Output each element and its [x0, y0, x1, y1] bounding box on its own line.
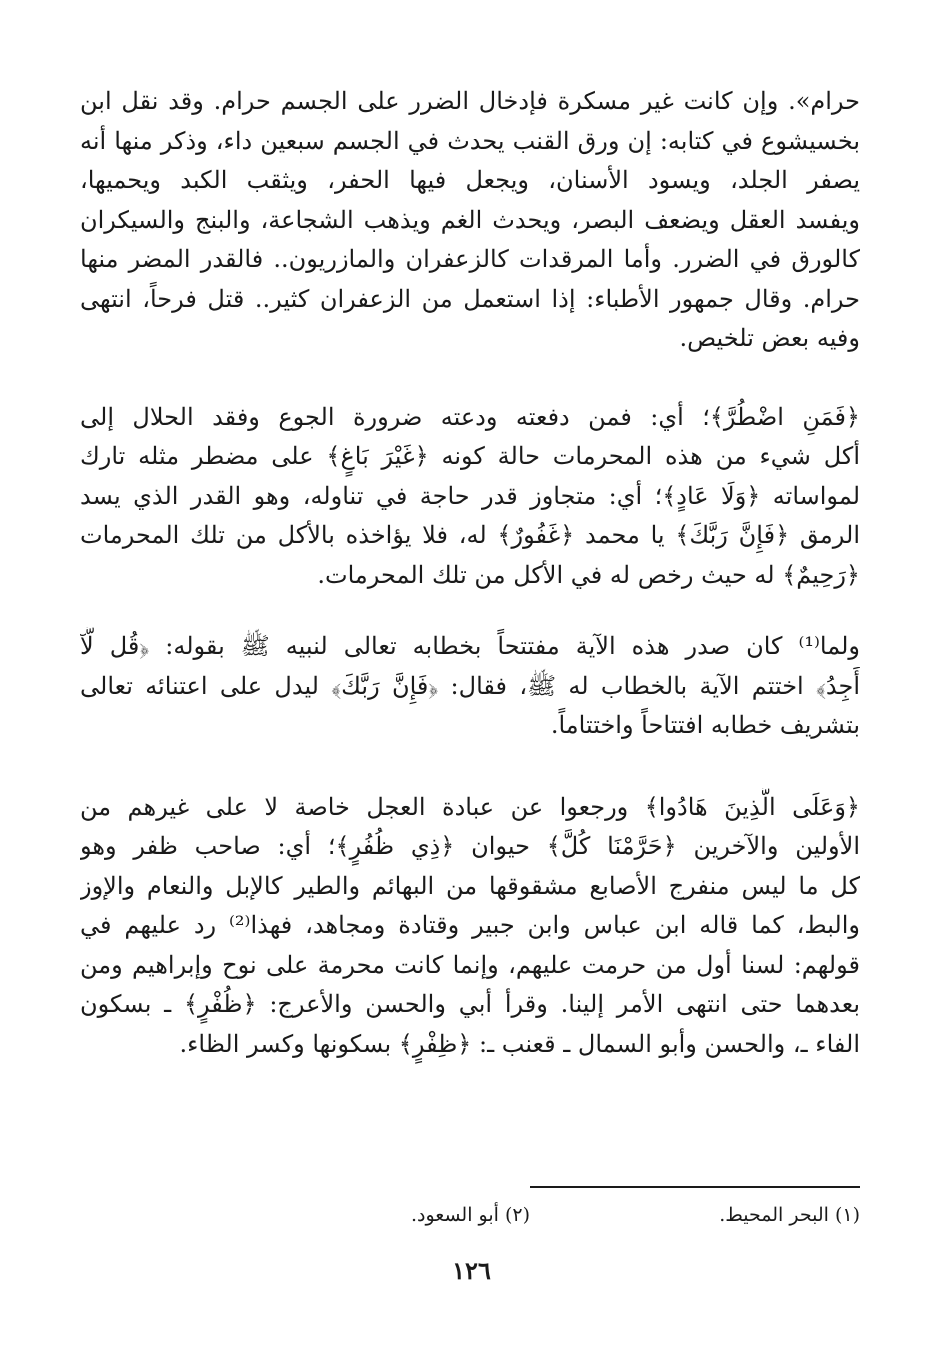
paragraph-1 — [80, 82, 860, 359]
text-line: الرمق ﴿فَإِنَّ رَبَّكَ﴾ يا محمد ﴿غَفُورٌ﴾ له، فلا يؤاخذه بالأكل من تلك المحرمات — [80, 521, 860, 549]
paragraph-4 — [80, 788, 860, 1065]
text-line: وفيه بعض تلخيص. — [679, 324, 860, 352]
text-line: ويفسد العقل ويضعف البصر، ويحدث الغم ويذهب الشجاعة، والبنج والسيكران — [80, 205, 860, 234]
page-number: ١٢٦ — [452, 1256, 491, 1285]
text-line: كل ما ليس منفرج الأصابع مشقوقها من البهائم والطير كالإبل والنعام والإوز — [80, 871, 860, 900]
text-line: ﴿رَحِيمٌ﴾ له حيث رخص له في الأكل من تلك المحرمات. — [317, 560, 860, 589]
text-line: ولما⁽¹⁾ كان صدر هذه الآية مفتتحاً بخطابه تعالى لنبيه ﷺ بقوله: ﴿قُل لَّآ — [80, 632, 860, 660]
footnote-1: (١) البحر المحيط. — [719, 1204, 860, 1226]
text-line: الأولين والآخرين ﴿حَرَّمْنَا كُلَّ﴾ حيوان ﴿ذِي ظُفُرٍ﴾؛ أي: صاحب ظفر وهو — [80, 832, 860, 860]
text-line: أَجِدُ﴾ اختتم الآية بالخطاب له ﷺ، فقال: ﴿فَإِنَّ رَبَّكَ﴾ ليدل على اعتنائه تعالى — [80, 671, 860, 700]
text-line: كالورق في الضرر. وأما المرقدات كالزعفران والمازريون.. فالقدر المضر منها — [80, 245, 860, 273]
text-line: الفاء ـ، والحسن وأبو السمال ـ قعنب ـ: ﴿ظِفْرٍ﴾ بسكونها وكسر الظاء. — [179, 1029, 860, 1058]
text-line: ﴿فَمَنِ اضْطُرَّ﴾؛ أي: فمن دفعته ودعته ضرورة الجوع وفقد الحلال إلى — [80, 402, 860, 431]
text-line: لمواساته ﴿وَلَا عَادٍ﴾؛ أي: متجاوز قدر حاجة في تناوله، وهو القدر الذي يسد — [80, 481, 860, 510]
text-line: بتشريف خطابه افتتاحاً واختتاماً. — [550, 711, 860, 739]
text-line: يصفر الجلد، ويسود الأسنان، ويجعل فيها الحفر، ويثقب الكبد ويحميها، — [80, 166, 860, 194]
footnote-divider — [530, 1186, 860, 1188]
text-line: قولهم: لسنا أول من حرمت عليهم، وإنما كانت محرمة على نوح وإبراهيم ومن — [80, 950, 860, 979]
text-line: والبط، كما قاله ابن عباس وابن جبير وقتادة ومجاهد، فهذا⁽²⁾ رد عليهم في — [80, 911, 860, 939]
text-line: بخسيشوع في كتابه: إن ورق القنب يحدث في الجسم سبعين داء، وذكر منها أنه — [80, 126, 860, 155]
paragraph-2 — [80, 398, 860, 596]
footnote-2: (٢) أبو السعود. — [410, 1204, 530, 1226]
text-line: ﴿وَعَلَى الَّذِينَ هَادُوا﴾ ورجعوا عن عبادة العجل خاصة لا على غيرهم من — [80, 792, 860, 821]
text-line: حرام. وقال جمهور الأطباء: إذا استعمل من الزعفران كثير.. قتل فرحاً، انتهى — [80, 284, 860, 313]
text-line: بعدهما حتى انتهى الأمر إلينا. وقرأ أبي والحسن والأعرج: ﴿ظُفْرٍ﴾ ـ بسكون — [80, 990, 860, 1018]
text-line: أكل شيء من هذه المحرمات حالة كونه ﴿غَيْرَ بَاغٍ﴾ على مضطر مثله تارك — [80, 442, 860, 470]
text-line: حرام». وإن كانت غير مسكرة فإدخال الضرر على الجسم حرام. وقد نقل ابن — [80, 87, 860, 115]
paragraph-3 — [80, 627, 860, 746]
main-text — [80, 82, 860, 1064]
